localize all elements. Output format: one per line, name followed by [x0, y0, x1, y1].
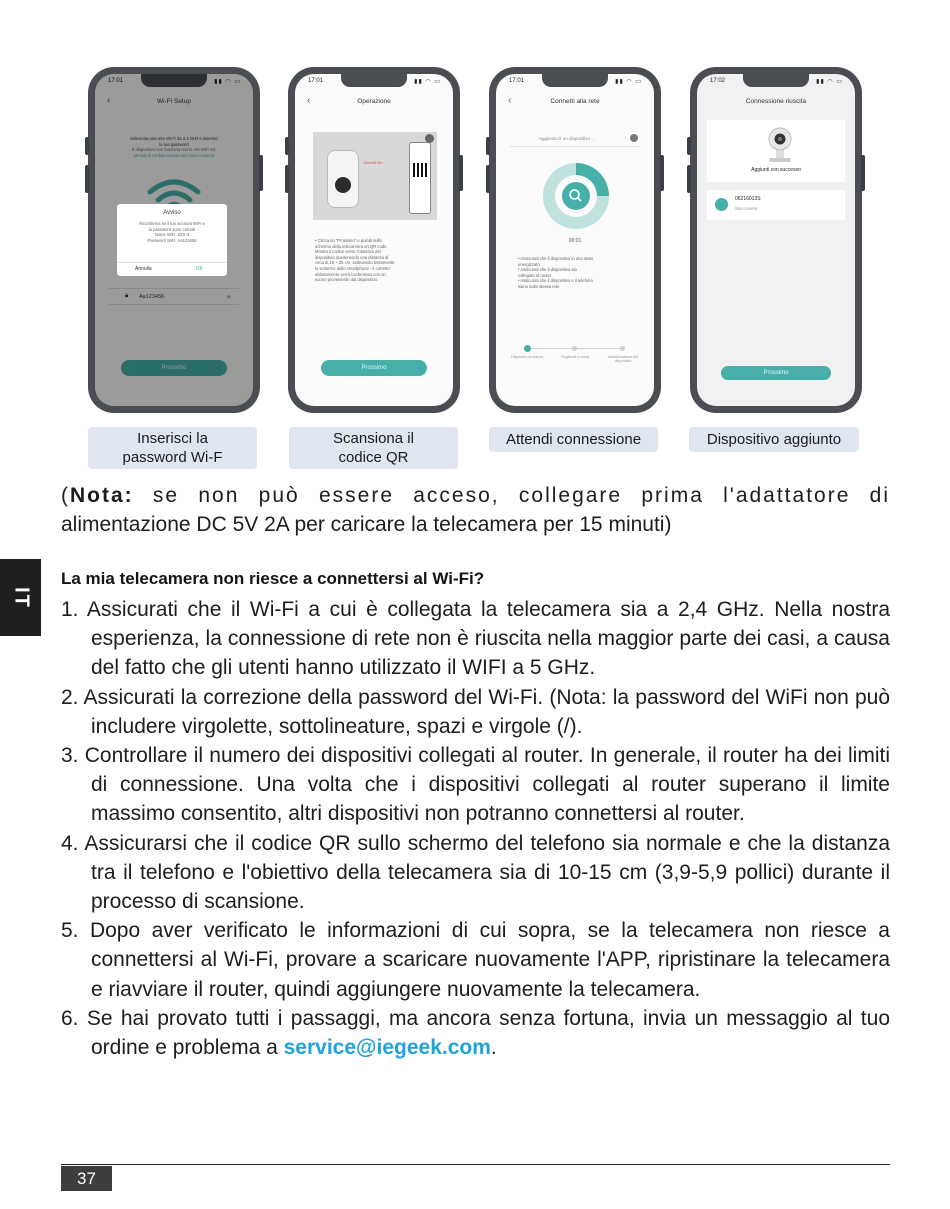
device-card[interactable] [707, 190, 845, 220]
instructions: • Assicurati che il dispositivo in uno stato energizzato • Assicurati che il dispositivo sia collegato al router • Assicurati che il dispositivo e il telefono siano sulla stessa rete [518, 256, 594, 289]
step-label-1: Dispositivi di ricerca [511, 355, 543, 359]
phone-qr-image [409, 142, 431, 214]
status-icons: ▮▮ ◠ ▭ [615, 79, 642, 85]
faq-item-3: 3. Controllare il numero dei dispositivi collegati al router. In generale, il router ha dei limiti di connessione. Una volta che i dispositivi collegati al router superano il limite massimo consentito, altri dispositivi non potranno connettersi al router. [61, 744, 890, 826]
status-icons: ▮▮ ◠ ▭ [816, 79, 843, 85]
faq-list [61, 595, 890, 1062]
qr-icon[interactable] [425, 134, 434, 143]
dialog-ok-button[interactable]: OK [195, 266, 203, 272]
confirm-dialog [117, 204, 227, 276]
back-icon[interactable]: ‹ [107, 95, 111, 106]
phone-screen [697, 74, 855, 406]
faq-item-1: 1. Assicurati che il Wi-Fi a cui è collegata la telecamera sia a 2,4 GHz. Nella nostra esperienza, la connessione di rete non è riuscita nella maggior parte dei casi, a causa del fatto che gli utenti hanno utilizzato il WIFI a 5 GHz. [61, 598, 890, 680]
status-time: 17:01 [108, 78, 124, 84]
back-icon[interactable]: ‹ [508, 95, 512, 106]
screen-title: Connetti alla rete [550, 98, 600, 105]
footer-divider [61, 1164, 890, 1165]
phone-wifi-setup [88, 67, 260, 413]
phone-screen [295, 74, 453, 406]
instructions: • Clicca su "Prossimo" e quindi sullo schermo della telecamera un QR code. Mostra il codice verso l'obiettivo del dispositivo mantenendo una distanza di circa di 15 ~ 25 cm, sollevando lentamente lo schermo dello smartphone - il corretto abbinamento verrà confermato con un suono proveniente dal dispositivo. [315, 238, 395, 283]
step-label-2: Registrati a cloud [561, 355, 589, 359]
status-time: 17:01 [308, 78, 324, 84]
faq-heading: La mia telecamera non riesce a connettersi al Wi-Fi? [61, 569, 485, 588]
caption-step-2: Scansiona il codice QR [289, 427, 458, 469]
screen-title: Operazione [357, 98, 391, 105]
status-icons: ▮▮ ◠ ▭ [214, 79, 241, 85]
next-button[interactable]: Prossimo [721, 366, 831, 380]
faq-item-4: 4. Assicurarsi che il codice QR sullo schermo del telefono sia normale e che la distanza tra il telefono e l'obiettivo della telecamera sia di 10-15 cm (3,9-5,9 pollici) durante il processo di scansione. [61, 831, 890, 914]
caption-step-3: Attendi connessione [489, 427, 658, 452]
elapsed-timer: 00:01 [568, 238, 582, 244]
faq-item-6: 6. Se hai provato tutti i passaggi, ma ancora senza fortuna, invia un messaggio al tuo ordine e problema a service@iegeek.com. [61, 1006, 890, 1060]
phone-screen [496, 74, 654, 406]
status-time: 17:01 [509, 78, 525, 84]
distance-label: 15cm/5.9in [363, 160, 383, 165]
device-id: 06216013S [735, 196, 761, 202]
faq-item-5: 5. Dopo aver verificato le informazioni di cui sopra, se la telecamera non riesce a connettersi al Wi-Fi, provare a scaricare nuovamente l'APP, ripristinare la telecamera e riavviare il router, quindi aggiungere nuovamente la telecamera. [61, 919, 890, 1001]
status-icons: ▮▮ ◠ ▭ [414, 79, 441, 85]
step-dot-3 [620, 346, 625, 351]
device-icon [715, 198, 728, 211]
caption-step-4: Dispositivo aggiunto [689, 427, 859, 452]
phone-connect-network [489, 67, 661, 413]
lock-icon: 🔒︎ [125, 293, 129, 299]
next-button[interactable]: Prossimo [321, 360, 427, 376]
step-dot-2 [572, 346, 577, 351]
phone-operation [288, 67, 460, 413]
dialog-cancel-button[interactable]: Annulla [135, 266, 152, 272]
search-status-text: Aggiunta di un dispositivo ... [538, 136, 596, 141]
instructions: Seleziona una rete Wi-Fi da 2,4 GHz e inserisci la tua password Il dispositivo non funziona con le reti WiFi 5G Metodi di configurazione del router comune [130, 136, 218, 158]
screen-title: Wi-Fi Setup [157, 98, 191, 105]
phone-connection-success [690, 67, 862, 413]
dialog-body: Riconferma se il tuo account WiFi e la password sono corretti Nome WiFi: ZZX-3 Password WiFi: Aa123456 [139, 221, 205, 243]
success-card [707, 120, 845, 182]
faq-item-2: 2. Assicurati la correzione della password del Wi-Fi. (Nota: la password del WiFi non può includere virgolette, sottolineature, spazi e virgole (/). [61, 685, 890, 738]
device-name: Mia camera [735, 206, 758, 211]
camera-image [327, 150, 359, 208]
step-dot-1 [524, 345, 531, 352]
next-button[interactable]: Prossimo [121, 360, 227, 376]
back-icon[interactable]: ‹ [307, 95, 311, 106]
note-label: Nota: [70, 484, 134, 507]
info-icon[interactable] [630, 134, 638, 142]
scan-illustration [313, 132, 437, 220]
status-time: 17:02 [710, 78, 726, 84]
camera-icon [763, 126, 797, 164]
search-status-bar [510, 132, 640, 147]
language-tab: IT [0, 559, 41, 636]
eye-icon[interactable]: ◉ [226, 294, 231, 300]
progress-ring [538, 158, 614, 234]
dialog-title: Avviso [163, 210, 181, 216]
note-paragraph: (Nota: se non può essere acceso, collegare prima l'adattatore di alimentazione DC 5V 2A per caricare la telecamera per 15 minuti) [61, 484, 890, 536]
step-label-3: Inizializzazione del dispositivo [608, 355, 638, 363]
page-number: 37 [61, 1166, 112, 1191]
success-text: Aggiunti con successo [751, 167, 801, 173]
support-email-link[interactable]: service@iegeek.com [283, 1036, 491, 1060]
password-value: Aa123456 [139, 294, 165, 300]
caption-step-1: Inserisci la password Wi-F [88, 427, 257, 469]
phone-screen [95, 74, 253, 406]
screen-title: Connessione riuscita [745, 98, 807, 105]
